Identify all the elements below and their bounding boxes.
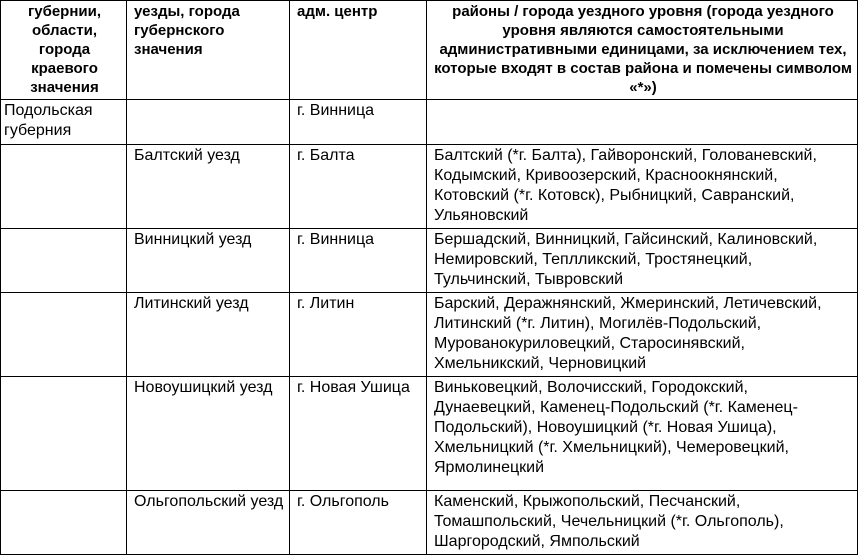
cell-province [1,491,127,555]
cell-districts: Виньковецкий, Волочисский, Городокский, Дунаевецкий, Каменец-Подольский (*г. Каменец-Подольский), Новоушицкий (*г. Новая Ушица), Хмельницкий (*г. Хмельницкий), Чемеровецкий, Ярмолинецкий [427,377,858,491]
header-districts: районы / города уездного уровня (города уездного уровня являются самостоятельными административными единицами, за исключением тех, которые входят в состав района и помечены символом «*») [427,1,858,100]
header-province: губернии, области, города краевого значения [1,1,127,100]
cell-admin-center: г. Винница [290,100,427,145]
cell-admin-center: г. Балта [290,145,427,229]
cell-county [127,100,290,145]
cell-county: Балтский уезд [127,145,290,229]
cell-province [1,377,127,491]
header-county: уезды, города губернского значения [127,1,290,100]
table-row [1,100,858,145]
header-row [1,1,858,100]
table-row [1,491,858,555]
cell-county: Литинский уезд [127,293,290,377]
cell-admin-center: г. Винница [290,229,427,293]
cell-admin-center: г. Новая Ушица [290,377,427,491]
cell-province [1,229,127,293]
cell-districts [427,100,858,145]
cell-county: Винницкий уезд [127,229,290,293]
cell-county: Новоушицкий уезд [127,377,290,491]
header-admin-center: адм. центр [290,1,427,100]
cell-admin-center: г. Литин [290,293,427,377]
cell-county: Ольгопольский уезд [127,491,290,555]
cell-districts: Бершадский, Винницкий, Гайсинский, Калиновский, Немировский, Теплликский, Тростянецкий, Тульчинский, Тывровский [427,229,858,293]
table-row [1,145,858,229]
cell-admin-center: г. Ольгополь [290,491,427,555]
cell-districts: Каменский, Крыжопольский, Песчанский, Томашпольский, Чечельницкий (*г. Ольгополь), Шаргородский, Ямпольский [427,491,858,555]
table-row [1,229,858,293]
table-row [1,377,858,491]
cell-province [1,293,127,377]
cell-districts: Барский, Деражнянский, Жмеринский, Летичевский, Литинский (*г. Литин), Могилёв-Подольский, Мурованокуриловецкий, Старосинявский, Хмельникский, Черновицкий [427,293,858,377]
table-row [1,293,858,377]
cell-province: Подольская губерния [1,100,127,145]
cell-province [1,145,127,229]
cell-districts: Балтский (*г. Балта), Гайворонский, Голованевский, Кодымский, Кривоозерский, Красноокнянский, Котовский (*г. Котовск), Рыбницкий, Савранский, Ульяновский [427,145,858,229]
